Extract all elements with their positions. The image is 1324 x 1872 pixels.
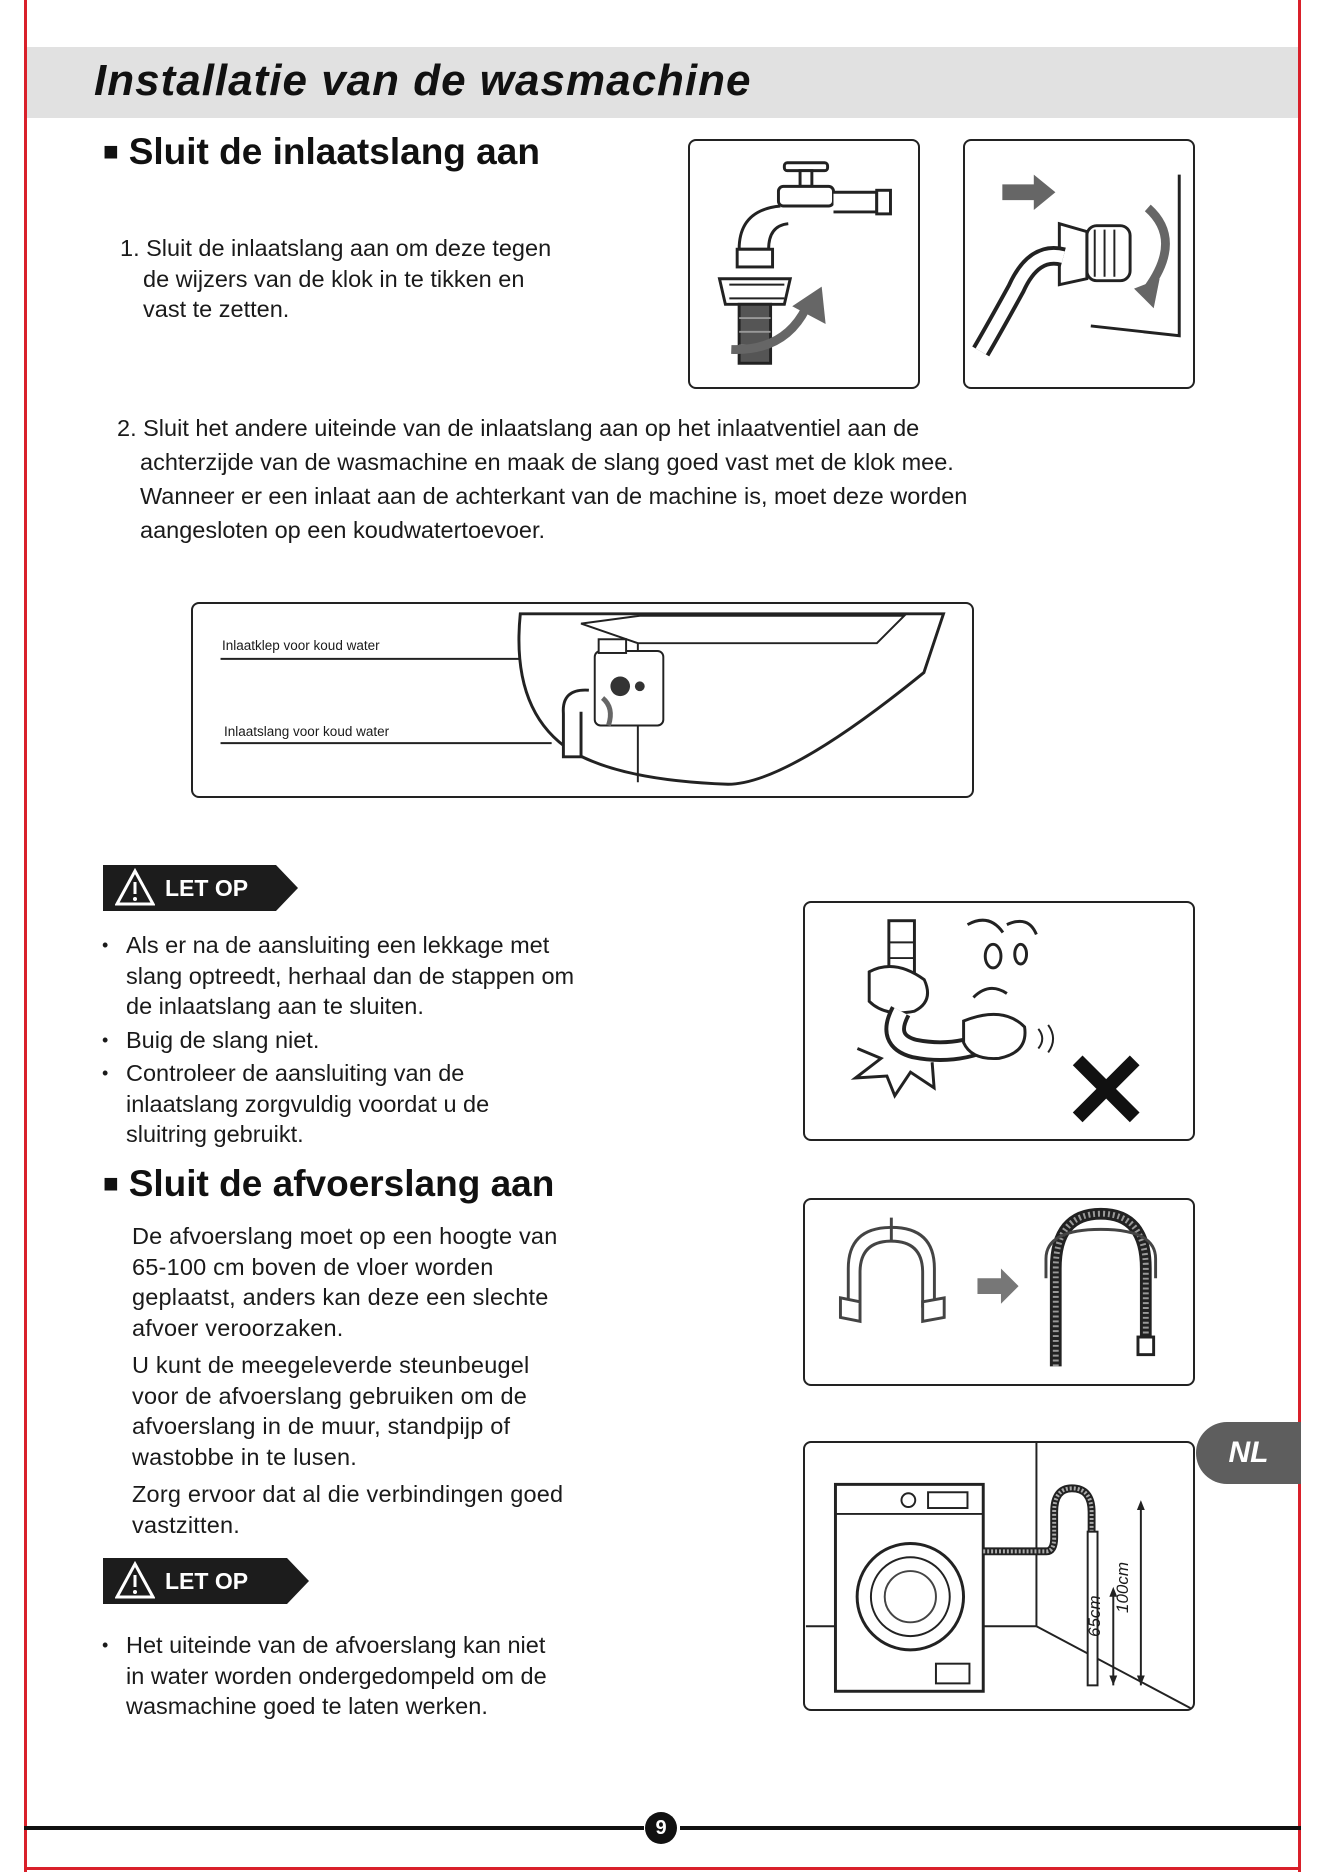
caution-line: sluitring gebruikt. <box>126 1121 304 1147</box>
footer-rule-left <box>24 1826 644 1830</box>
section-heading-drain <box>103 1163 554 1205</box>
cross-mark-icon <box>1078 1060 1135 1117</box>
tap-illustration <box>690 141 918 387</box>
caution-line: • Het uiteinde van de afvoerslang kan niet <box>126 1632 546 1658</box>
caution-label: LET OP <box>165 874 249 901</box>
caution-list-inlet <box>102 930 574 1153</box>
caution-badge-1 <box>103 865 276 911</box>
caution-list-drain <box>102 1630 547 1725</box>
figure-drain-height <box>803 1441 1195 1711</box>
step-2-line: 2. Sluit het andere uiteinde van de inlaatslang aan op het inlaatventiel aan de <box>117 415 920 441</box>
caution-item <box>102 1630 547 1722</box>
step-1-line: de wijzers van de klok in te tikken en <box>143 265 525 292</box>
caution-line: • Buig de slang niet. <box>126 1026 320 1053</box>
drain-line: U kunt de meegeleverde steunbeugel <box>132 1352 530 1378</box>
figure-drain-bracket <box>803 1198 1195 1386</box>
bent-hose-illustration <box>805 903 1193 1139</box>
height-label-min: 65cm <box>1085 1595 1104 1637</box>
step-2-line: achterzijde van de wasmachine en maak de slang goed vast met de klok mee. <box>140 449 954 475</box>
caution-line: slang optreedt, herhaal dan de stappen om <box>126 962 575 989</box>
bracket-illustration <box>805 1200 1193 1384</box>
figure-hose-connection <box>963 139 1195 389</box>
caution-line: • Als er na de aansluiting een lekkage met <box>126 932 550 958</box>
step-2-line: aangesloten op een koudwatertoevoer. <box>140 517 546 543</box>
machine-inlet-illustration <box>193 604 972 796</box>
warning-triangle-icon <box>115 1561 155 1601</box>
drain-paragraph-3 <box>132 1479 563 1540</box>
page-border-left <box>24 0 27 1872</box>
warning-triangle-icon <box>115 868 155 908</box>
caution-item <box>102 1058 574 1150</box>
drain-height-illustration <box>805 1443 1193 1709</box>
label-hose: Inlaatslang voor koud water <box>224 724 390 739</box>
drain-line: afvoerslang in de muur, standpijp of <box>132 1413 511 1439</box>
step-2 <box>117 411 967 547</box>
caution-line: • Controleer de aansluiting van de <box>126 1060 465 1086</box>
language-tab: NL <box>1196 1422 1301 1484</box>
caution-item <box>102 1025 574 1056</box>
hose-valve-illustration <box>965 141 1193 387</box>
caution-line: wasmachine goed te laten werken. <box>126 1693 488 1719</box>
caution-label: LET OP <box>165 1567 249 1594</box>
caution-item <box>102 930 574 1022</box>
page-border-right <box>1298 0 1301 1872</box>
drain-line: De afvoerslang moet op een hoogte van <box>132 1223 558 1249</box>
drain-line: 65-100 cm boven de vloer worden <box>132 1253 494 1280</box>
caution-line: in water worden ondergedompeld om de <box>126 1662 547 1689</box>
drain-paragraph-1 <box>132 1221 557 1343</box>
height-label-max: 100cm <box>1113 1561 1132 1613</box>
section-heading-inlet <box>103 131 540 173</box>
drain-line: wastobbe in te lusen. <box>132 1443 357 1470</box>
bullet-square-icon: ■ <box>103 1168 119 1198</box>
figure-tap-connection <box>688 139 920 389</box>
arrow-right-icon <box>1002 175 1055 210</box>
drain-line: Zorg ervoor dat al die verbindingen goed <box>132 1481 564 1507</box>
drain-line: vastzitten. <box>132 1511 240 1538</box>
figure-machine-inlet <box>191 602 974 798</box>
figure-do-not-bend <box>803 901 1195 1141</box>
caution-badge-2 <box>103 1558 287 1604</box>
section-heading-drain-text: Sluit de afvoerslang aan <box>128 1163 555 1204</box>
step-1-line: 1. Sluit de inlaatslang aan om deze tegen <box>120 235 552 261</box>
caution-line: de inlaatslang aan te sluiten. <box>126 993 424 1019</box>
label-valve: Inlaatklep voor koud water <box>222 638 380 653</box>
footer-rule-right <box>680 1826 1301 1830</box>
drain-line: geplaatst, anders kan deze een slechte <box>132 1284 549 1310</box>
step-1 <box>120 233 551 325</box>
page-title: Installatie van de wasmachine <box>94 56 752 105</box>
drain-line: afvoer veroorzaken. <box>132 1314 344 1341</box>
caution-line: inlaatslang zorgvuldig voordat u de <box>126 1090 490 1117</box>
step-1-line: vast te zetten. <box>143 296 290 322</box>
bullet-square-icon: ■ <box>103 136 119 166</box>
arrow-right-icon <box>977 1269 1018 1304</box>
section-heading-inlet-text: Sluit de inlaatslang aan <box>128 131 540 172</box>
page-number: 9 <box>645 1812 677 1844</box>
drain-line: voor de afvoerslang gebruiken om de <box>132 1382 527 1409</box>
page-border-bottom <box>24 1867 1301 1870</box>
step-2-line: Wanneer er een inlaat aan de achterkant van de machine is, moet deze worden <box>140 483 968 509</box>
drain-paragraph-2 <box>132 1350 529 1472</box>
